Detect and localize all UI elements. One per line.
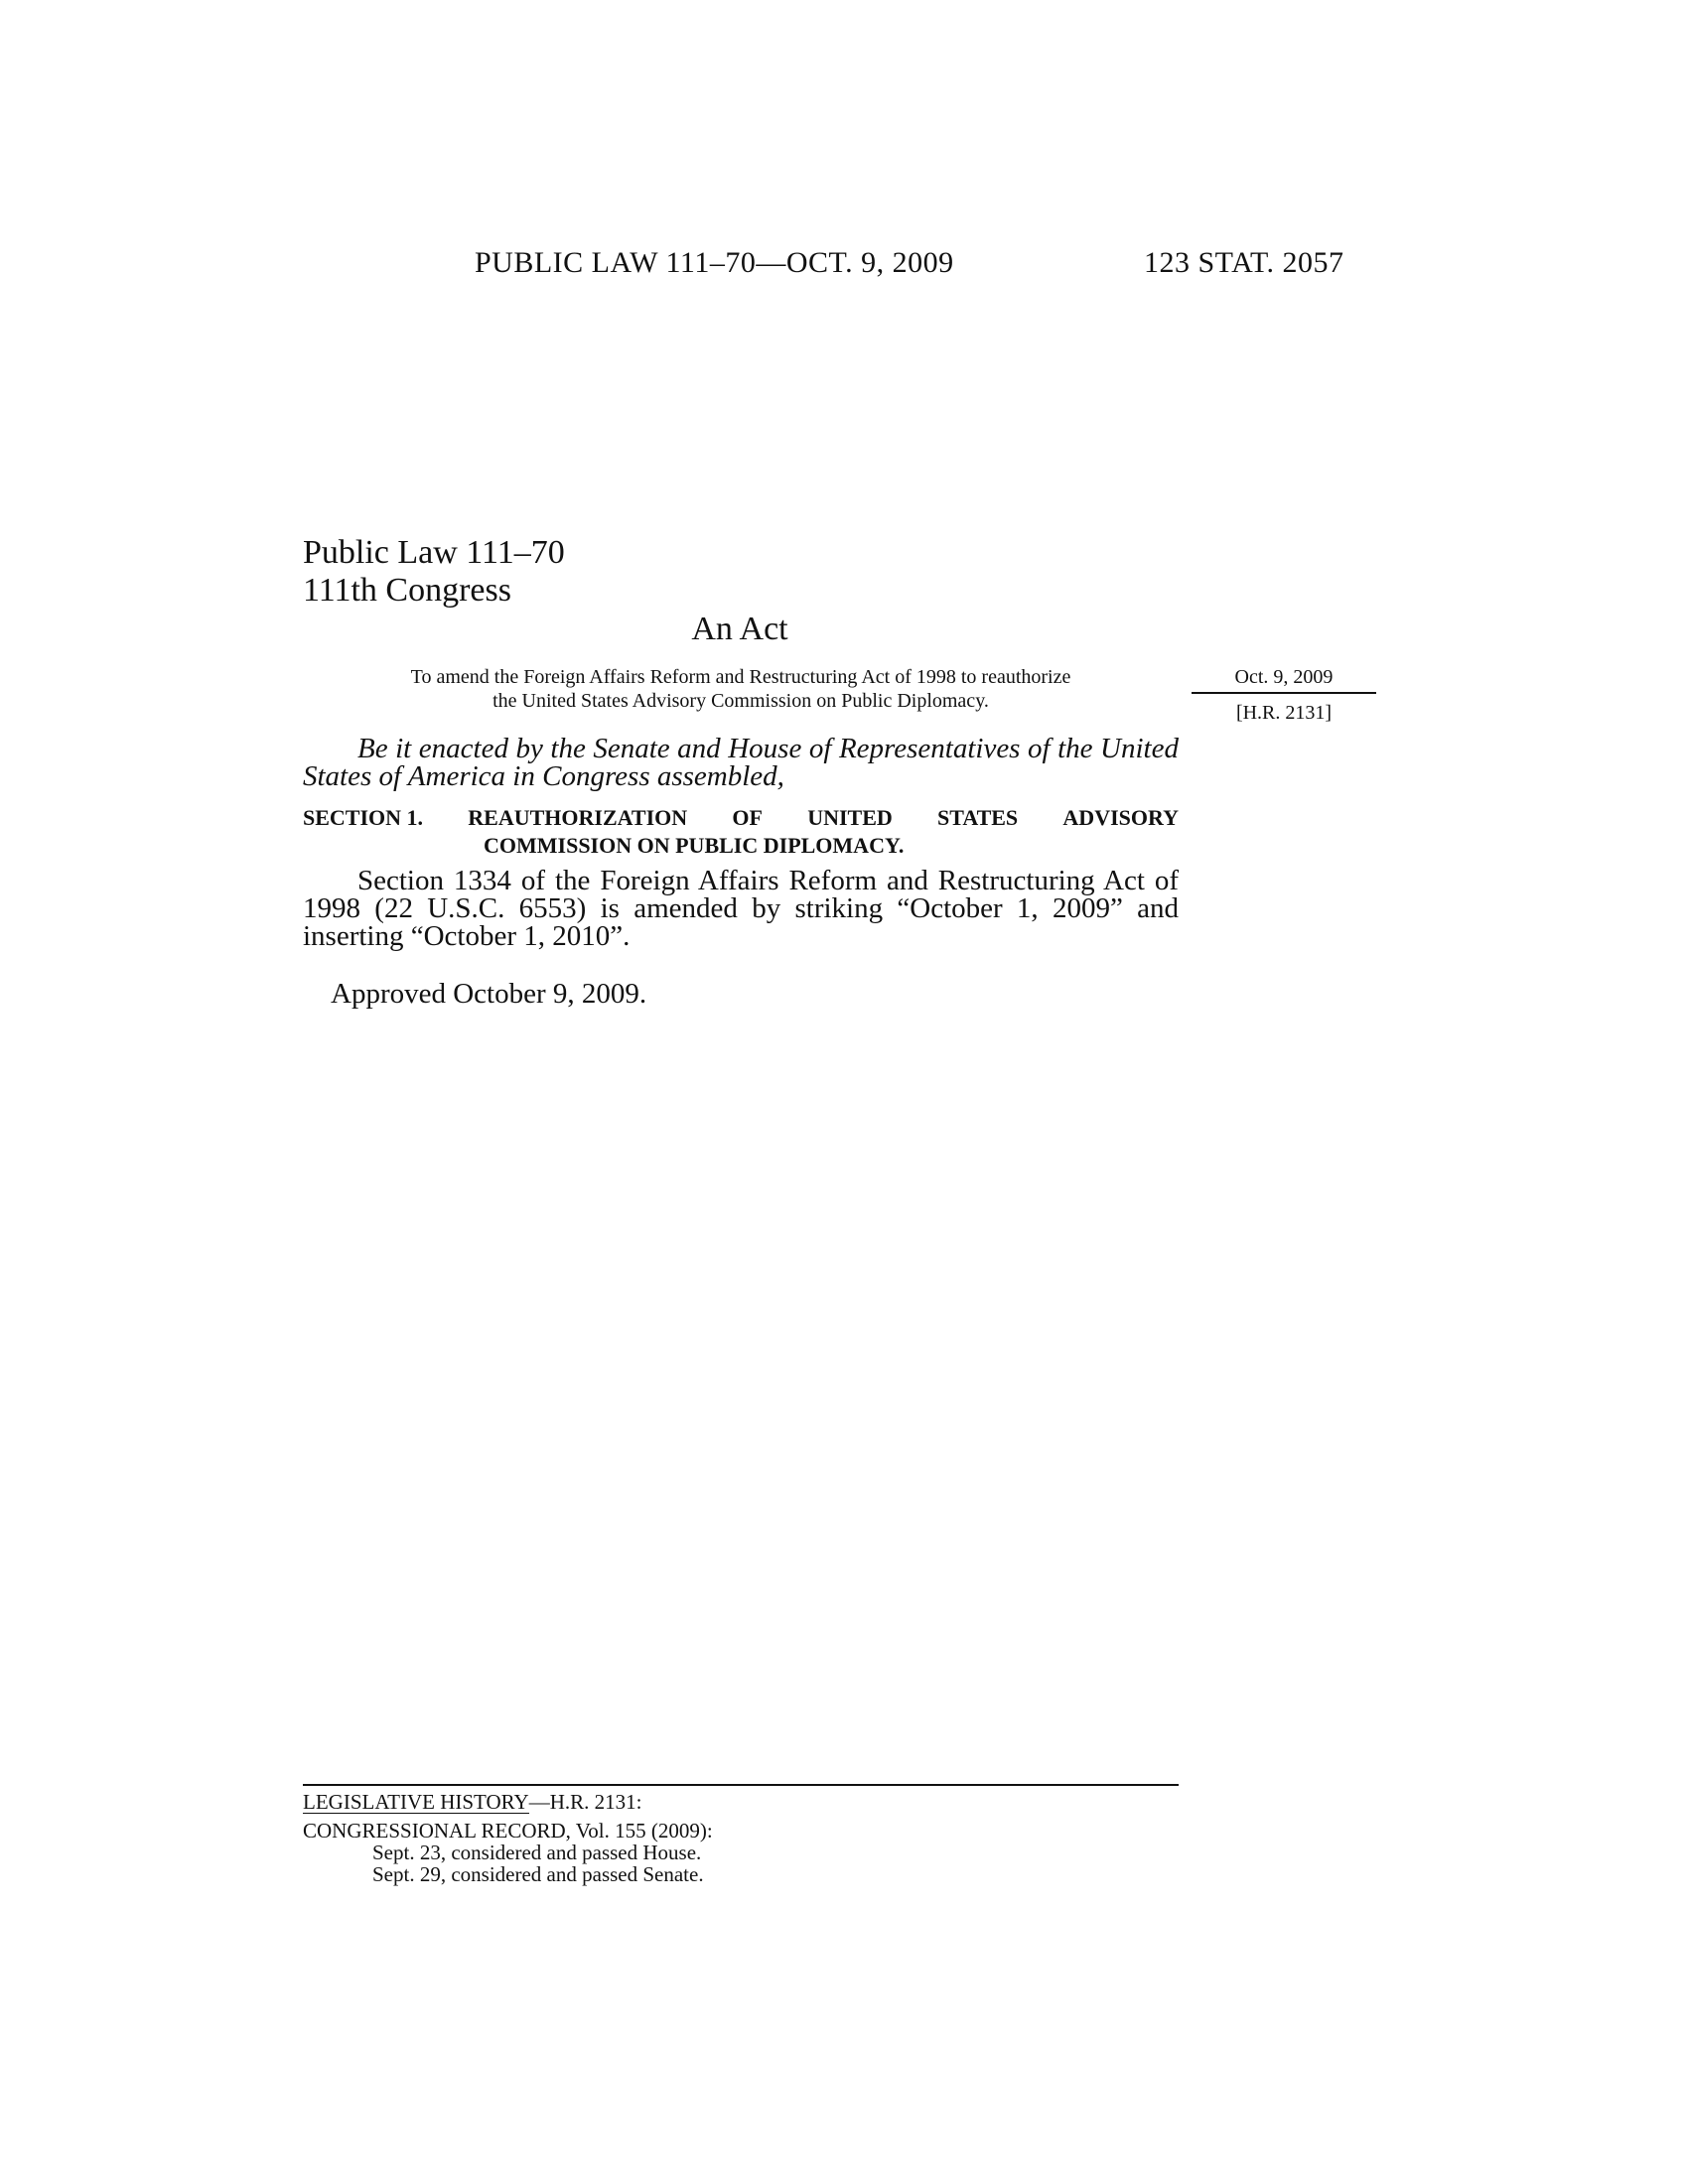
law-identification: [303, 534, 565, 610]
congress-number: 111th Congress: [303, 572, 511, 609]
footnote-divider: [303, 1784, 1179, 1786]
section-heading-word: STATES: [937, 805, 1019, 830]
act-purpose: [303, 665, 1179, 713]
act-heading: An Act: [691, 611, 788, 647]
running-head-title: PUBLIC LAW 111–70—OCT. 9, 2009: [475, 246, 954, 279]
public-law-number: Public Law 111–70: [303, 534, 565, 571]
legislative-history: [303, 1791, 713, 1885]
section-heading-line-1: [303, 804, 1179, 832]
legislative-history-heading: [303, 1791, 713, 1814]
approval-date: Approved October 9, 2009.: [331, 978, 647, 1010]
act-purpose-line-1: To amend the Foreign Affairs Reform and Restructuring Act of 1998 to reauthorize: [410, 666, 1071, 688]
act-purpose-line-2: the United States Advisory Commission on Public Diplomacy.: [492, 690, 989, 712]
legislative-action: Sept. 23, considered and passed House.: [372, 1841, 702, 1864]
running-head-stat-page: 123 STAT. 2057: [1144, 246, 1344, 279]
legislative-action: Sept. 29, considered and passed Senate.: [372, 1862, 704, 1886]
section-heading-word: REAUTHORIZATION: [468, 805, 688, 830]
section-heading-word: OF: [732, 805, 763, 830]
legislative-history-title: LEGISLATIVE HISTORY: [303, 1790, 529, 1814]
section-heading-word: ADVISORY: [1062, 805, 1179, 830]
margin-notes: [1192, 666, 1376, 724]
section-heading-line-2: COMMISSION ON PUBLIC DIPLOMACY.: [484, 833, 905, 858]
section-number: SECTION 1.: [303, 805, 424, 830]
legislative-history-bill: —H.R. 2131:: [528, 1790, 642, 1814]
margin-note-bill-number: [H.R. 2131]: [1235, 702, 1333, 724]
congressional-record-citation: CONGRESSIONAL RECORD, Vol. 155 (2009):: [303, 1819, 713, 1843]
section-heading-word: UNITED: [807, 805, 893, 830]
section-body-text: Section 1334 of the Foreign Affairs Reform and Restructuring Act of 1998 (22 U.S.C. 6553) is amended by striking “October 1, 2009” and inserting “October 1, 2010”.: [303, 865, 1179, 952]
section-heading: [303, 804, 1179, 860]
enacting-clause: Be it enacted by the Senate and House of Representatives of the United States of America in Congress assembled,: [303, 733, 1179, 792]
margin-note-date: Oct. 9, 2009: [1192, 666, 1376, 694]
